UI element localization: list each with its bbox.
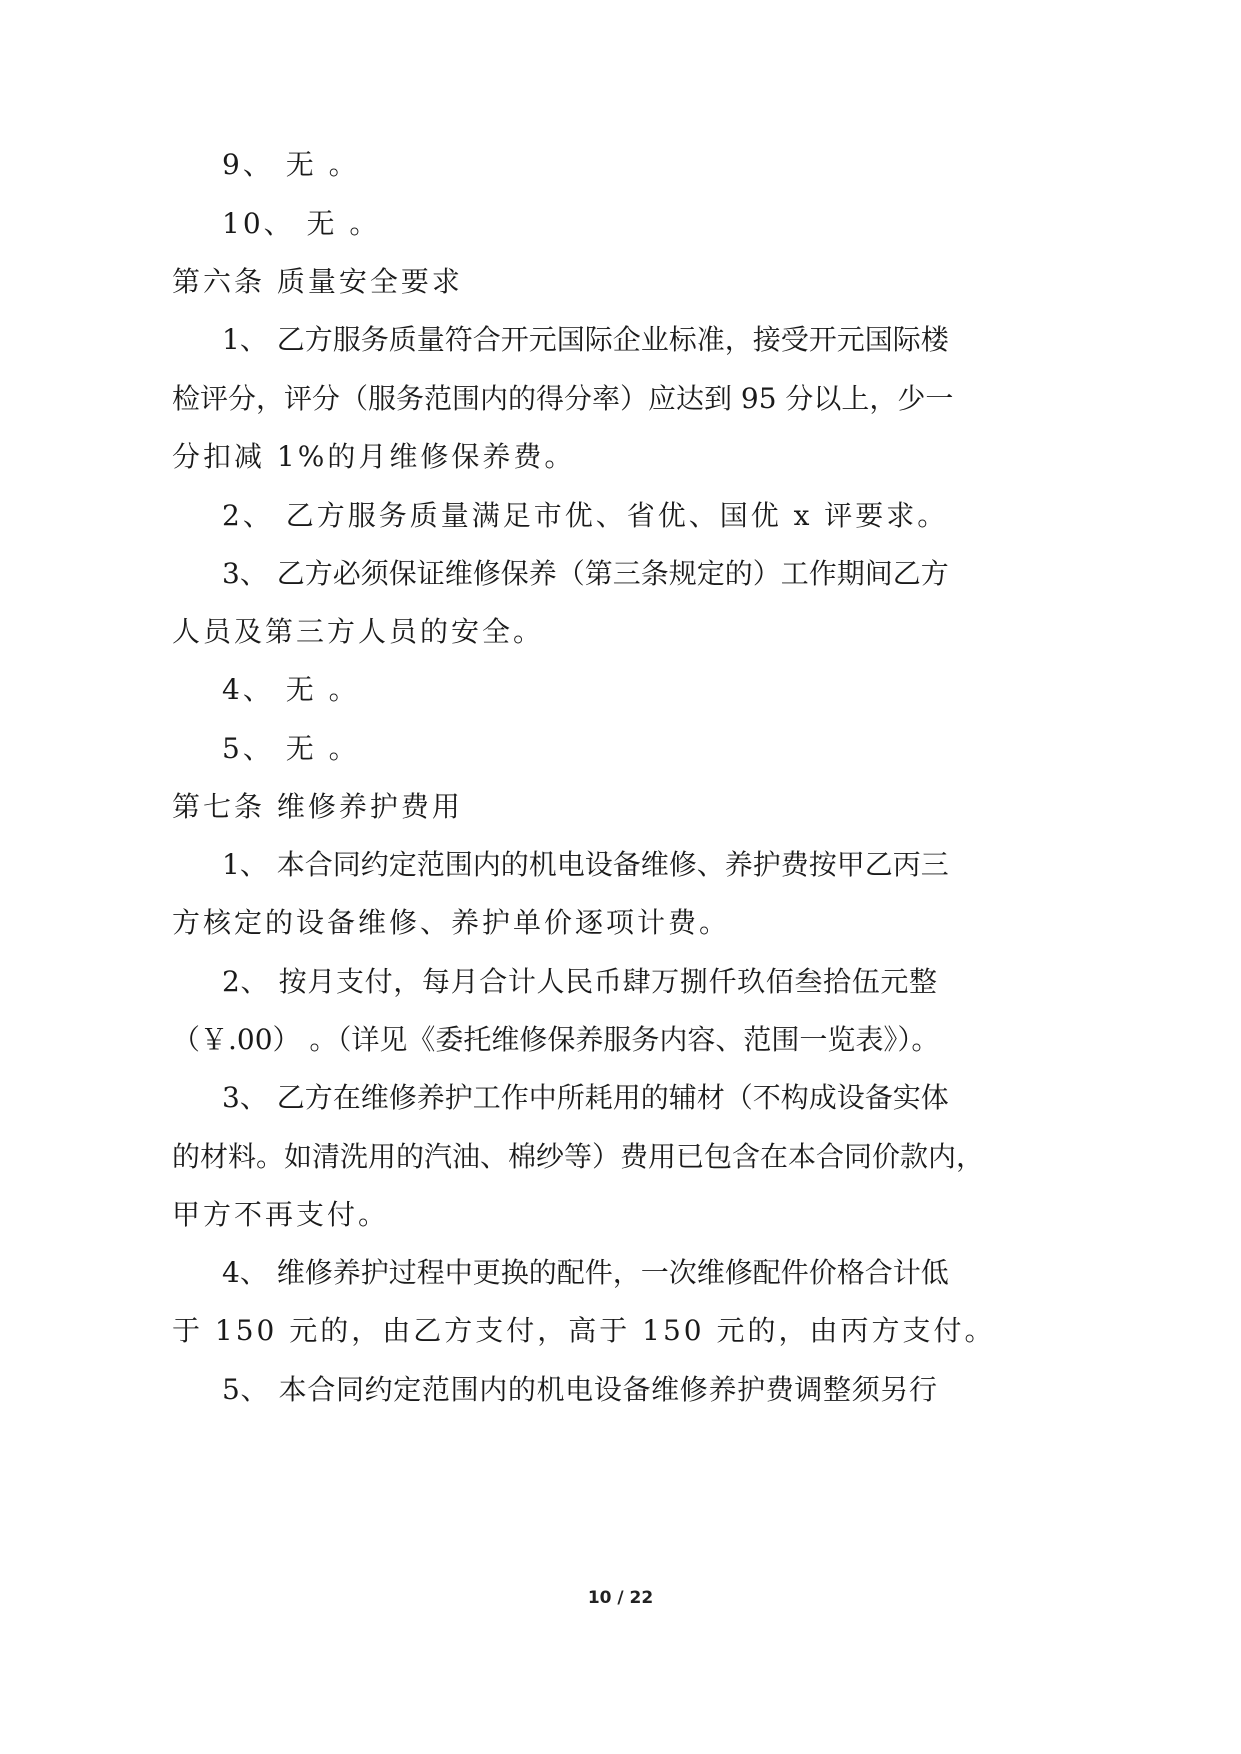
paragraph-line: 甲方不再支付。	[172, 1198, 390, 1231]
paragraph-line: 方核定的设备维修、养护单价逐项计费。	[172, 906, 731, 939]
paragraph-line: 5、 本合同约定范围内的机电设备维修养护费调整须另行	[222, 1373, 937, 1406]
paragraph-line: 3、 乙方必须保证维修保养（第三条规定的）工作期间乙方	[222, 557, 949, 590]
paragraph-line: 人员及第三方人员的安全。	[172, 615, 545, 648]
paragraph-line: 于 150 元的，由乙方支付，高于 150 元的，由丙方支付。	[172, 1314, 996, 1347]
page-number: 10 / 22	[587, 1588, 654, 1608]
paragraph-line: 检评分，评分（服务范围内的得分率）应达到 95 分以上，少一	[172, 382, 954, 415]
paragraph-line: 2、 按月支付，每月合计人民币肆万捌仟玖佰叁拾伍元整	[222, 965, 937, 998]
section-heading: 第六条 质量安全要求	[172, 265, 463, 298]
list-item: 10、 无 。	[222, 207, 381, 240]
paragraph-line: 1、 乙方服务质量符合开元国际企业标准，接受开元国际楼	[222, 323, 949, 356]
paragraph-line: 3、 乙方在维修养护工作中所耗用的辅材（不构成设备实体	[222, 1081, 949, 1114]
list-item: 4、 无 。	[222, 673, 360, 706]
paragraph-line: 的材料。如清洗用的汽油、棉纱等）费用已包含在本合同价款内，	[172, 1140, 985, 1173]
list-item: 2、 乙方服务质量满足市优、省优、国优 x 评要求。	[222, 499, 949, 532]
paragraph-line: 1、 本合同约定范围内的机电设备维修、养护费按甲乙丙三	[222, 848, 949, 881]
paragraph-line: 分扣减 1%的月维修保养费。	[172, 440, 576, 473]
paragraph-line: 4、 维修养护过程中更换的配件，一次维修配件价格合计低	[222, 1256, 949, 1289]
section-heading: 第七条 维修养护费用	[172, 790, 463, 823]
list-item: 5、 无 。	[222, 732, 360, 765]
paragraph-line: （￥.00） 。（详见《委托维修保养服务内容、范围一览表》）。	[172, 1023, 940, 1056]
list-item: 9、 无 。	[222, 148, 360, 181]
